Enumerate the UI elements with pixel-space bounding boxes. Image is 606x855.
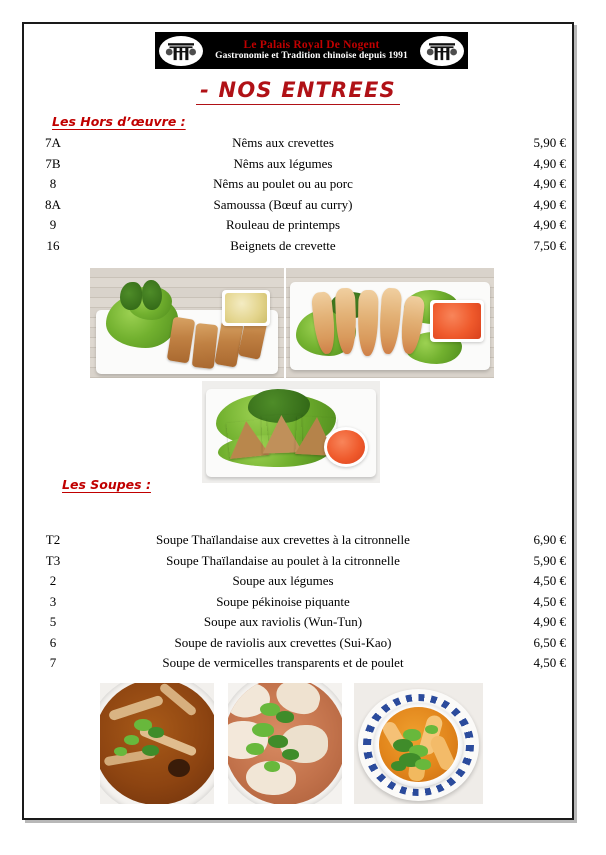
menu-row	[30, 573, 570, 594]
restaurant-tagline: Gastronomie et Tradition chinoise depuis 1991	[215, 51, 408, 62]
item-price: 7,50 €	[533, 237, 566, 253]
menu-row	[30, 614, 570, 635]
page-title-text: - NOS ENTREES	[196, 78, 400, 105]
item-number: 6	[49, 634, 57, 650]
item-price: 4,90 €	[533, 155, 566, 171]
menu-row	[30, 553, 570, 574]
item-number: 7	[49, 655, 57, 670]
dish-photo-beignets-crevette	[286, 268, 494, 378]
item-name: Beignets de crevette	[230, 237, 336, 253]
item-name: Soupe Thaïlandaise aux crevettes à la citronnelle	[156, 532, 410, 547]
dish-photo-nems	[90, 268, 284, 378]
soup-photo-raviolis	[228, 683, 342, 804]
item-name: Samoussa (Bœuf au curry)	[213, 196, 353, 212]
menu-row	[30, 217, 570, 238]
menu-row	[30, 655, 570, 676]
item-name: Soupe de vermicelles transparents et de poulet	[162, 655, 404, 670]
item-price: 6,50 €	[533, 634, 566, 650]
item-price: 4,50 €	[533, 573, 566, 588]
item-number: 5	[49, 614, 57, 629]
section-heading-hors-doeuvre: Les Hors d’œuvre :	[52, 114, 186, 129]
item-price: 5,90 €	[533, 552, 566, 568]
restaurant-name: Le Palais Royal De Nogent	[243, 38, 380, 51]
menu-row	[30, 238, 570, 259]
soup-photo-pekinoise	[100, 683, 214, 804]
item-name: Soupe Thaïlandaise au poulet à la citronnelle	[166, 552, 400, 568]
menu-row	[30, 197, 570, 218]
menu-page	[22, 22, 574, 820]
item-number: 2	[49, 573, 57, 588]
item-name: Nêms aux légumes	[233, 155, 333, 171]
restaurant-header-banner	[155, 32, 468, 69]
item-number: 7A	[45, 135, 61, 150]
item-number: 7B	[45, 155, 61, 171]
item-name: Soupe aux raviolis (Wun-Tun)	[203, 614, 363, 629]
item-price: 4,90 €	[533, 196, 566, 212]
menu-list-hors-doeuvre	[30, 135, 570, 258]
menu-row	[30, 532, 570, 553]
item-name: Soupe de raviolis aux crevettes (Sui-Kao)	[174, 634, 392, 650]
item-number: 8	[49, 176, 57, 191]
torii-gate-icon-left	[159, 36, 203, 66]
item-price: 4,50 €	[533, 593, 566, 609]
section-heading-soupes: Les Soupes :	[62, 477, 151, 492]
torii-gate-icon-right	[420, 36, 464, 66]
item-number: 8A	[45, 196, 61, 212]
item-name: Nêms aux crevettes	[232, 135, 334, 150]
item-name: Nêms au poulet ou au porc	[213, 176, 353, 191]
item-number: 9	[49, 217, 57, 232]
menu-row	[30, 176, 570, 197]
item-price: 4,90 €	[533, 176, 566, 191]
item-number: T2	[45, 532, 61, 547]
page-title	[24, 78, 572, 105]
item-name: Soupe pékinoise piquante	[216, 593, 350, 609]
item-number: 3	[49, 593, 57, 609]
item-price: 4,90 €	[533, 614, 566, 629]
item-price: 4,90 €	[533, 217, 566, 232]
menu-row	[30, 156, 570, 177]
item-number: T3	[45, 552, 61, 568]
item-name: Rouleau de printemps	[225, 217, 341, 232]
menu-row	[30, 594, 570, 615]
item-price: 6,90 €	[533, 532, 566, 547]
menu-row	[30, 135, 570, 156]
menu-list-soupes	[30, 532, 570, 676]
dish-photo-samoussas	[202, 381, 380, 483]
item-number: 16	[46, 237, 60, 253]
soup-photo-thailandaise	[354, 683, 483, 804]
item-price: 5,90 €	[533, 135, 566, 150]
item-name: Soupe aux légumes	[232, 573, 334, 588]
item-price: 4,50 €	[533, 655, 566, 670]
menu-row	[30, 635, 570, 656]
